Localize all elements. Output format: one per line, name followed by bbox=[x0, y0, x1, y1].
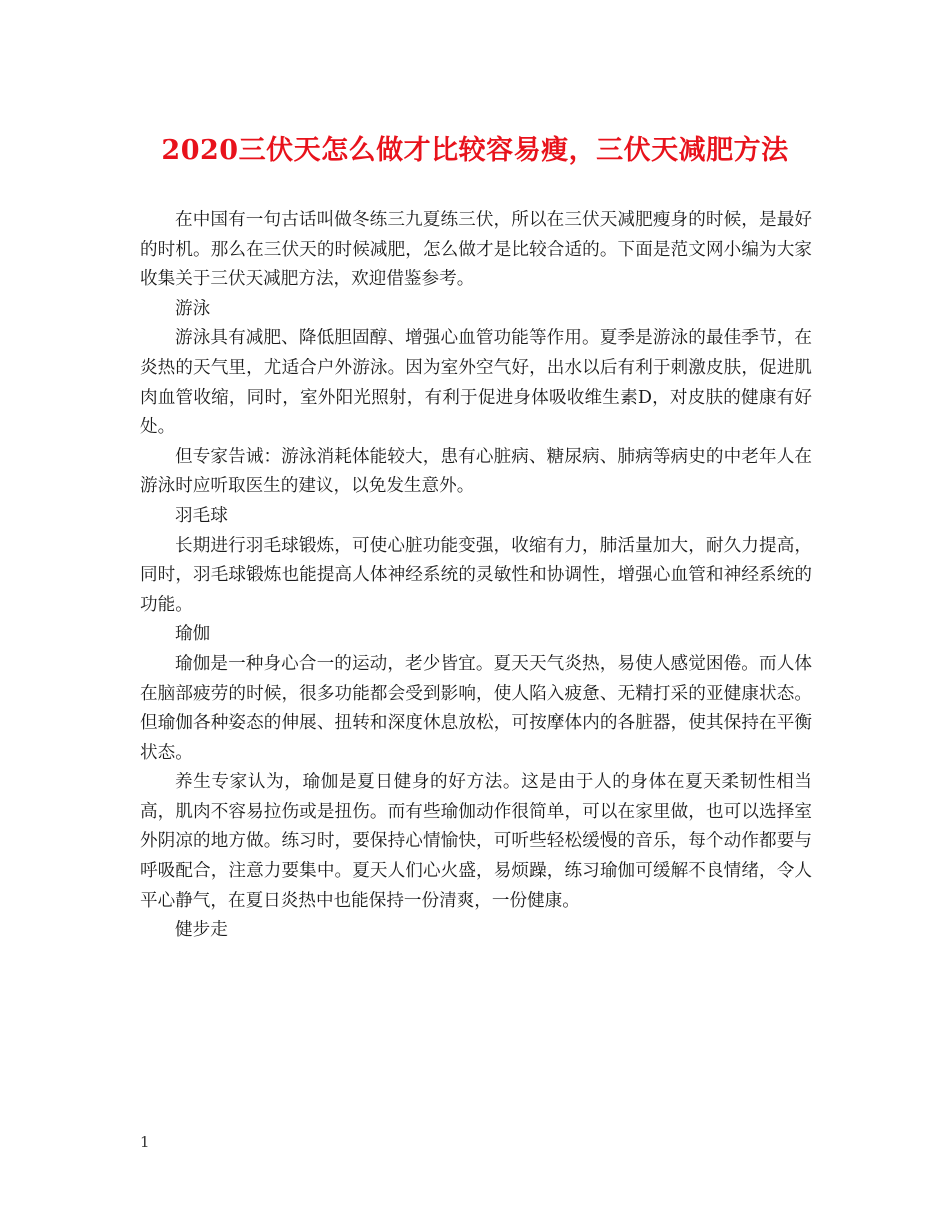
paragraph-yoga-expert: 养生专家认为，瑜伽是夏日健身的好方法。这是由于人的身体在夏天柔韧性相当高，肌肉不容易拉伤或是扭伤。而有些瑜伽动作很简单，可以在家里做，也可以选择室外阴凉的地方做。练习时，要保持心情愉快，可听些轻松缓慢的音乐，每个动作都要与呼吸配合，注意力要集中。夏天人们心火盛，易烦躁，练习瑜伽可缓解不良情绪，令人平心静气，在夏日炎热中也能保持一份清爽，一份健康。 bbox=[140, 772, 812, 911]
paragraph-swimming-warning: 但专家告诫：游泳消耗体能较大，患有心脏病、糖尿病、肺病等病史的中老年人在游泳时应听取医生的建议，以免发生意外。 bbox=[140, 446, 812, 497]
page-title: 2020三伏天怎么做才比较容易瘦，三伏天减肥方法 bbox=[161, 135, 789, 166]
paragraph-badminton: 长期进行羽毛球锻炼，可使心脏功能变强，收缩有力，肺活量加大，耐久力提高，同时，羽毛球锻炼也能提高人体神经系统的灵敏性和协调性，增强心血管和神经系统的功能。 bbox=[140, 535, 812, 615]
section-heading-yoga: 瑜伽 bbox=[175, 624, 211, 645]
paragraph-yoga: 瑜伽是一种身心合一的运动，老少皆宜。夏天天气炎热，易使人感觉困倦。而人体在脑部疲劳的时候，很多功能都会受到影响，使人陷入疲惫、无精打采的亚健康状态。但瑜伽各种姿态的伸展、扭转和深度休息放松，可按摩体内的各脏器，使其保持在平衡状态。 bbox=[140, 653, 812, 763]
page-number: 1 bbox=[140, 1133, 150, 1151]
paragraph-intro: 在中国有一句古话叫做冬练三九夏练三伏，所以在三伏天减肥瘦身的时候，是最好的时机。那么在三伏天的时候减肥，怎么做才是比较合适的。下面是范文网小编为大家收集关于三伏天减肥方法，欢迎借鉴参考。 bbox=[140, 210, 812, 290]
paragraph-swimming: 游泳具有减肥、降低胆固醇、增强心血管功能等作用。夏季是游泳的最佳季节，在炎热的天气里，尤适合户外游泳。因为室外空气好，出水以后有利于刺激皮肤，促进肌肉血管收缩，同时，室外阳光照射，有利于促进身体吸收维生素D，对皮肤的健康有好处。 bbox=[140, 328, 812, 438]
section-heading-swimming: 游泳 bbox=[175, 298, 211, 319]
section-heading-brisk-walking: 健步走 bbox=[175, 920, 228, 941]
document-body bbox=[140, 206, 812, 946]
section-heading-badminton: 羽毛球 bbox=[175, 505, 228, 526]
